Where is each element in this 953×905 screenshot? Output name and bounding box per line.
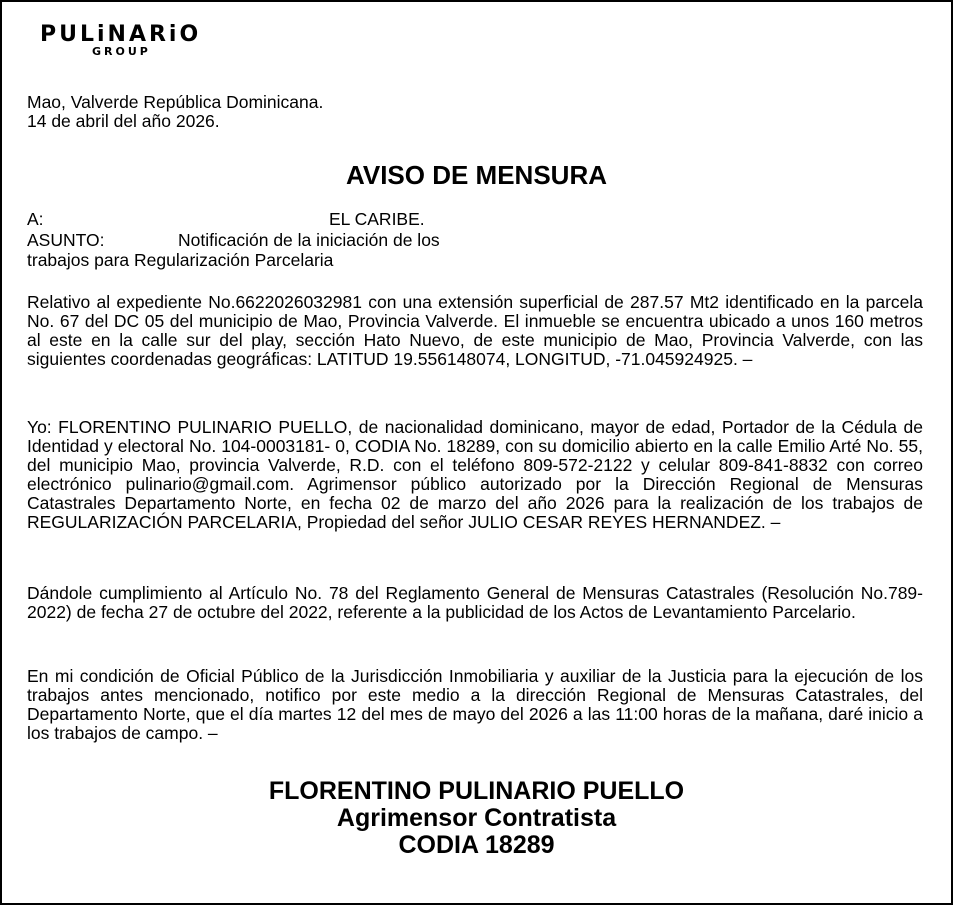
logo-name: PULiNARiO xyxy=(40,22,202,47)
location-line: Mao, Valverde República Dominicana. xyxy=(27,92,324,112)
paragraph-surveyor: Yo: FLORENTINO PULINARIO PUELLO, de nacionalidad dominicano, mayor de edad, Portador de la Cédula de Identidad y electoral No. 104-0003181- 0, CODIA No. 18289, con su domicilio abierto en la calle Emilio Arté No. 55, del municipio Mao, provincia Valverde, R.D. con el teléfono 809-572-2122 y celular 809-841-8832 con correo electrónico pulinario@gmail.com. Agrimensor público autorizado por la Dirección Regional de Mensuras Catastrales Departamento Norte, en fecha 02 de marzo del año 2026 para la realización de los trabajos de REGULARIZACIÓN PARCELARIA, Propiedad del señor JULIO CESAR REYES HERNANDEZ. – xyxy=(27,417,923,532)
signature-codia: CODIA 18289 xyxy=(398,831,555,859)
subject-label: ASUNTO: xyxy=(27,230,105,250)
subject-continuation: trabajos para Regularización Parcelaria xyxy=(27,250,334,270)
signature-name: FLORENTINO PULINARIO PUELLO xyxy=(268,777,685,805)
notice-title: AVISO DE MENSURA xyxy=(346,160,607,190)
place-date-block xyxy=(27,93,323,131)
logo-sub: GROUP xyxy=(92,45,151,58)
paragraph-expediente: Relativo al expediente No.6622026032981 con una extensión superficial de 287.57 Mt2 identificado en la parcela No. 67 del DC 05 del municipio de Mao, Provincia Valverde. El inmueble se encuentra ubicado a unos 160 metros al este en la calle sur del play, sección Hato Nuevo, de este municipio de Mao, Provincia Valverde, con las siguientes coordenadas geográficas: LATITUD 19.556148074, LONGITUD, -71.045924925. – xyxy=(27,292,923,369)
signature-block xyxy=(2,778,951,859)
date-line: 14 de abril del año 2026. xyxy=(27,111,220,131)
to-value: EL CARIBE. xyxy=(329,209,425,229)
paragraph-regulation: Dándole cumplimiento al Artículo No. 78 del Reglamento General de Mensuras Catastrales (Resolución No.789-2022) de fecha 27 de octubre del 2022, referente a la publicidad de los Actos de Levantamiento Parcelario. xyxy=(27,583,923,622)
signature-role: Agrimensor Contratista xyxy=(336,804,617,832)
paragraph-notification: En mi condición de Oficial Público de la Jurisdicción Inmobiliaria y auxiliar de la Justicia para la ejecución de los trabajos antes mencionado, notifico por este medio a la dirección Regional de Mensuras Catastrales, del Departamento Norte, que el día martes 12 del mes de mayo del 2026 a las 11:00 horas de la mañana, daré inicio a los trabajos de campo. – xyxy=(27,666,923,743)
subject-value: Notificación de la iniciación de los xyxy=(178,230,440,250)
pulinario-group-logo xyxy=(40,24,201,57)
to-label: A: xyxy=(27,209,44,229)
